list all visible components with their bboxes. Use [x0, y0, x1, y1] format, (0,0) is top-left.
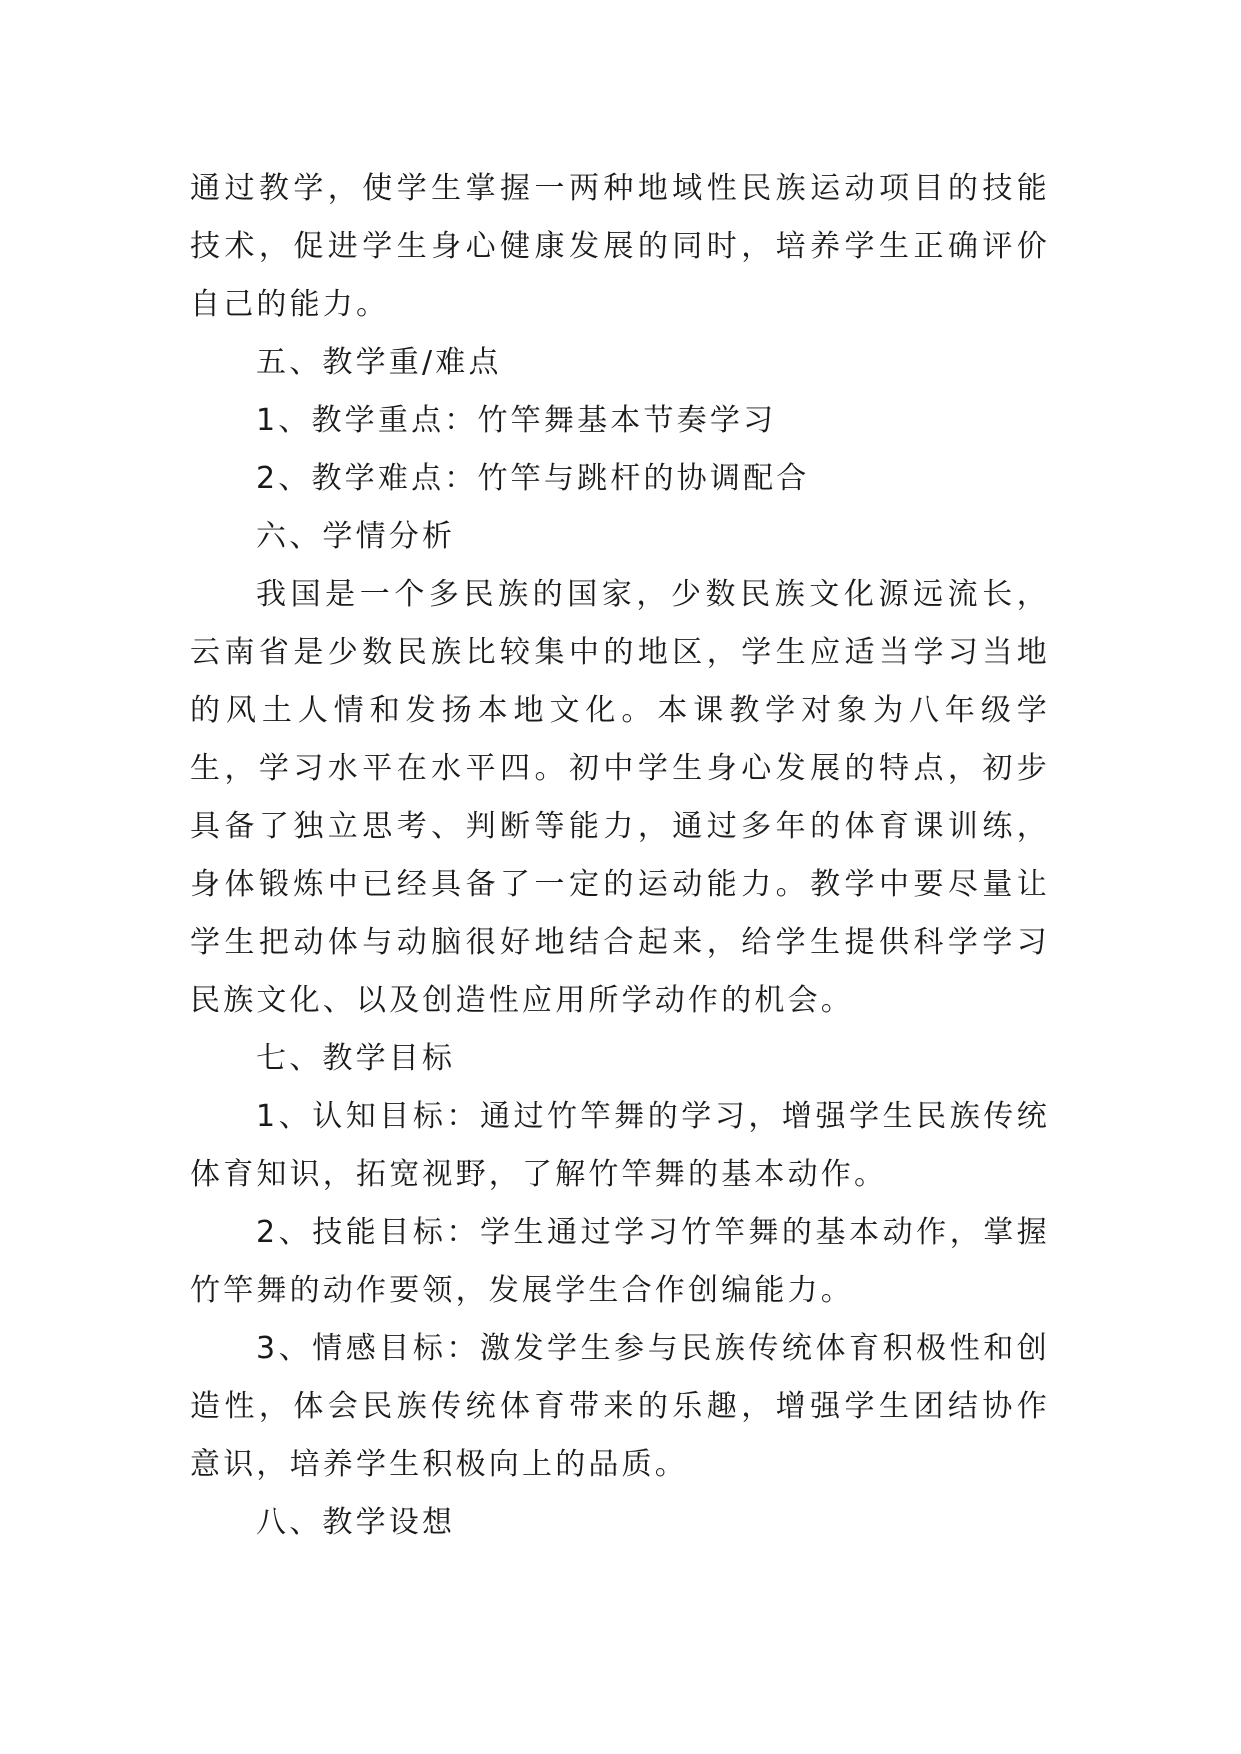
student-analysis-paragraph: 我国是一个多民族的国家，少数民族文化源远流长，云南省是少数民族比较集中的地区，学生应适当学习当地的风土人情和发扬本地文化。本课教学对象为八年级学生，学习水平在水平四。初中学生身心发展的特点，初步具备了独立思考、判断等能力，通过多年的体育课训练，身体锻炼中已经具备了一定的运动能力。教学中要尽量让学生把动体与动脑很好地结合起来，给学生提供科学学习民族文化、以及创造性应用所学动作的机会。 [190, 577, 1050, 1018]
teaching-difficulty: 2、教学难点：竹竿与跳杆的协调配合 [256, 461, 810, 496]
teaching-key-point: 1、教学重点：竹竿舞基本节奏学习 [256, 403, 777, 438]
paragraph-1: 通过教学，使学生掌握一两种地域性民族运动项目的技能技术，促进学生身心健康发展的同时，培养学生正确评价自己的能力。 [190, 171, 1050, 322]
document-body [190, 160, 1050, 1552]
cognitive-goal: 1、认知目标：通过竹竿舞的学习，增强学生民族传统体育知识，拓宽视野，了解竹竿舞的基本动作。 [190, 1099, 1050, 1192]
skill-goal: 2、技能目标：学生通过学习竹竿舞的基本动作，掌握竹竿舞的动作要领，发展学生合作创编能力。 [190, 1215, 1050, 1308]
section-heading-5: 五、教学重/难点 [256, 345, 502, 380]
section-heading-7: 七、教学目标 [256, 1041, 456, 1076]
section-heading-8: 八、教学设想 [256, 1505, 456, 1540]
emotional-goal: 3、情感目标：激发学生参与民族传统体育积极性和创造性，体会民族传统体育带来的乐趣，增强学生团结协作意识，培养学生积极向上的品质。 [190, 1331, 1050, 1482]
section-heading-6: 六、学情分析 [256, 519, 456, 554]
